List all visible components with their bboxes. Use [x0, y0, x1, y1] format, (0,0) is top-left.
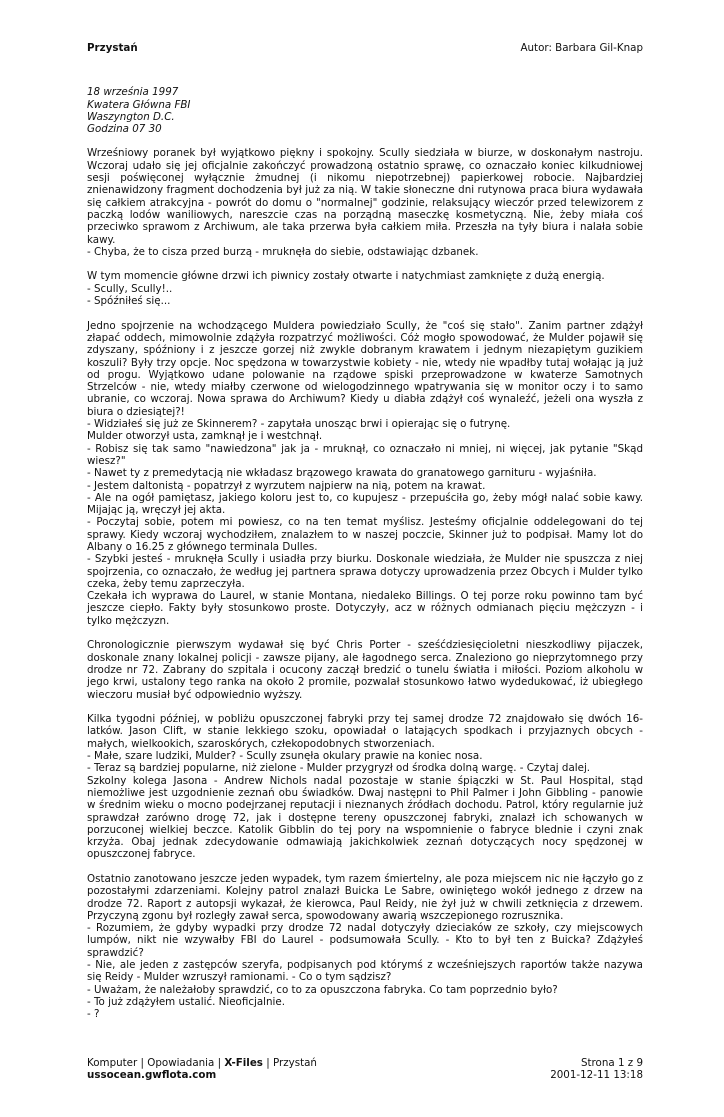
text-line: - ? — [87, 1008, 100, 1021]
text-line: Ostatnio zanotowano jeszcze jeden wypadek, tym razem śmiertelny, ale poza miejscem nic nie łączyło go z pozostałymi zdarzeniami. Kolejny patrol znalazł Buicka Le Sabre, owiniętego wokół jednego z drzew na drodze 72. Raport z autopsji wykazał, że kierowca, Paul Reidy, nie żył już w chwili zetknięcia z drzewem. Przyczyną zgonu był rozległy zawał serca, spowodowany awarią wszczepionego rozrusznika. — [87, 873, 643, 922]
text-line: Czekała ich wyprawa do Laurel, w stanie Montana, niedaleko Billings. O tej porze roku powinno tam być jeszcze ciepło. Fakty były stosunkowo proste. Dotyczyły, acz w różnych odmianach pięciu mężczyzn - i tylko mężczyzn. — [87, 590, 643, 627]
text-line: - Nie, ale jeden z zastępców szeryfa, podpisanych pod którymś z wcześniejszych raportów także nazywa się Reidy - Mulder wzruszył ramionami. - Co o tym sądzisz? — [87, 959, 643, 984]
author: Autor: Barbara Gil-Knap — [520, 42, 643, 54]
text-line: Jedno spojrzenie na wchodzącego Muldera powiedziało Scully, że "coś się stało". Zanim partner zdążył złapać oddech, mimowolnie zdążyła rozpatrzyć możliwości. Cóż mogło spowodować, że Mulder pojawił się zdyszany, spóźniony i z jeszcze gorzej niż zwykle dobranym krawatem i jednym niezapiętym guzikiem koszuli? Były trzy opcje. Noc spędzona w towarzystwie kobiety - nie, wtedy nie wpadłby tutaj wołając ją już od progu. Wyjątkowo udane polowanie na rządowe spiski przeprowadzone w kwaterze Samotnych Strzelców - nie, wtedy miałby czerwone od wielogodzinnego wpatrywania się w monitor oczy i to samo ubranie, co wczoraj. Nowa sprawa do Archiwum? Kiedy u diabła zdążył coś wynaleźć, jeżeli ona wyszła z biura o dziesiątej?! — [87, 319, 643, 418]
text-line: - Widziałeś się już ze Skinnerem? - zapytała unosząc brwi i opierając się o futrynę. — [87, 418, 511, 431]
separator: | — [262, 1056, 273, 1069]
site-url[interactable]: ussocean.gwflota.com — [87, 1069, 217, 1082]
text-line: - Ale na ogół pamiętasz, jakiego koloru jest to, co kupujesz - przepuściła go, żeby mógł nalać sobie kawy. Mijając ją, wręczył jej akta. — [87, 491, 643, 517]
page-footer — [87, 1033, 643, 1082]
date: 18 września 1997 — [87, 86, 179, 99]
page-number: Strona 1 z 9 — [580, 1056, 643, 1069]
text-line: - Spóźniłeś się... — [87, 295, 171, 308]
text-line: - To już zdążyłem ustalić. Nieoficjalnie. — [87, 995, 286, 1008]
paragraph — [87, 639, 643, 700]
text-line: - Poczytaj sobie, potem mi powiesz, co na ten temat myślisz. Jesteśmy oficjalnie oddelegowani do tej sprawy. Kiedy wczoraj wychodziłem, znalazłem to w naszej poczcie, Skinner już to podpisał. Mamy lot do Albany o 16.25 z głównego terminala Dulles. — [87, 516, 643, 553]
separator: | — [137, 1056, 148, 1069]
footer-left — [87, 1057, 317, 1082]
text-line: - Nawet ty z premedytacją nie wkładasz brązowego krawata do granatowego garnituru - wyjaśniła. — [87, 467, 597, 480]
breadcrumb-item[interactable]: Komputer — [87, 1056, 138, 1069]
text-line: Szkolny kolega Jasona - Andrew Nichols nadal pozostaje w stanie śpiączki w St. Paul Hospital, stąd niemożliwe jest uzgodnienie zeznań obu świadków. Dwaj następni to Phil Palmer i John Gibbling - panowie w średnim wieku o mocno podejrzanej reputacji i nieznanych źródłach dochodu. Patrol, który regularnie już sprawdzał zarówno drogę 72, jak i dostępne tereny opuszczonej fabryki, znalazł ich schowanych w porzuconej wielkiej beczce. Katolik Gibblin do tej pory na wspomnienie o fabryce blednie i czyni znak krzyża. Obaj jednak zdecydowanie odmawiają jakichkolwiek zeznań dotyczących nocy spędzonej w opuszczonej fabryce. — [87, 774, 643, 861]
timestamp: 2001-12-11 13:18 — [550, 1069, 643, 1082]
story-body — [87, 147, 643, 1032]
place: Kwatera Główna FBI — [87, 98, 191, 111]
text-line: - Robisz się tak samo "nawiedzona" jak ja - mruknął, co oznaczało ni mniej, ni więcej, jak pytanie "Skąd wiesz?" — [87, 442, 643, 467]
paragraph — [87, 270, 643, 307]
dateline — [87, 86, 643, 135]
breadcrumb — [87, 1057, 317, 1069]
text-line: - Scully, Scully!.. — [87, 282, 173, 295]
page-header — [87, 42, 643, 54]
document-page — [87, 0, 643, 1117]
paragraph — [87, 713, 643, 861]
story-title: Przystań — [87, 42, 138, 54]
text-line: - Uważam, że należałoby sprawdzić, co to za opuszczona fabryka. Co tam poprzednio było? — [87, 983, 558, 996]
text-line: - Rozumiem, że gdyby wypadki przy drodze 72 nadal dotyczyły dzieciaków ze szkoły, czy miejscowych lumpów, nikt nie wzywałby FBI do Laurel - podsumowała Scully. - Kto to był ten z Buicka? Zdążyłeś sprawdzić? — [87, 922, 643, 959]
separator: | — [214, 1056, 225, 1069]
paragraph — [87, 147, 643, 258]
text-line: - Szybki jesteś - mruknęła Scully i usiadła przy biurku. Doskonale wiedziała, że Mulder nie spuszcza z niej spojrzenia, co oznaczało, że według jej partnera sprawa dotyczy uprowadzenia przez Obcych i Mulder tylko czeka, żeby temu zaprzeczyła. — [87, 553, 643, 590]
text-line: - Chyba, że to cisza przed burzą - mruknęła do siebie, odstawiając dzbanek. — [87, 245, 479, 258]
text-line: - Małe, szare ludziki, Mulder? - Scully zsunęła okulary prawie na koniec nosa. — [87, 750, 483, 763]
text-line: Mulder otworzył usta, zamknął je i westchnął. — [87, 430, 323, 443]
paragraph — [87, 873, 643, 1021]
text-line: Wrześniowy poranek był wyjątkowo piękny i spokojny. Scully siedziała w biurze, w doskonałym nastroju. Wczoraj udało się jej oficjalnie zakończyć prowadzoną ostatnio sprawę, co oznaczało koniec kilkudniowej sesji poświęconej wyłącznie żmudnej (i nikomu niepotrzebnej) papierkowej robocie. Najbardziej znienawidzony fragment dochodzenia był już za nią. W takie słoneczne dni rutynowa praca biura wydawała się całkiem atrakcyjna - powrót do domu o "normalnej" godzinie, relaksujący wieczór przed telewizorem z paczką lodów waniliowych, nareszcie czas na porządną maseczkę kosmetyczną. Nie, żeby miała coś przeciwko sprawom z Archiwum, ale taka przerwa była całkiem miła. Przeszła na tyły biura i nalała sobie kawy. — [87, 147, 643, 246]
text-line: W tym momencie główne drzwi ich piwnicy zostały otwarte i natychmiast zamknięte z dużą energią. — [87, 270, 605, 283]
city: Waszyngton D.C. — [87, 110, 175, 123]
text-line: - Teraz są bardziej popularne, niż zielone - Mulder przygryzł od środka dolną wargę. - Czytaj dalej. — [87, 762, 591, 775]
footer-right — [550, 1057, 643, 1082]
paragraph — [87, 320, 643, 627]
time: Godzina 07 30 — [87, 123, 162, 136]
breadcrumb-item[interactable]: Opowiadania — [147, 1056, 215, 1069]
text-line: - Jestem daltonistą - popatrzył z wyrzutem najpierw na nią, potem na krawat. — [87, 479, 486, 492]
breadcrumb-item[interactable]: X-Files — [224, 1056, 263, 1069]
text-line: Chronologicznie pierwszym wydawał się być Chris Porter - sześćdziesięcioletni nieszkodliwy pijaczek, doskonale znany lokalnej policji - zawsze pijany, ale łagodnego serca. Znaleziono go nieprzytomnego przy drodze nr 72. Zabrany do szpitala i ocucony zaczął bredzić o tunelu światła i miłości. Poziom alkoholu w jego krwi, ustalony tego ranka na około 2 promile, pozwalał stosunkowo łatwo wydedukować, iż ubiegłego wieczoru musiał być odpowiednio wyższy. — [87, 639, 643, 701]
text-line: Kilka tygodni później, w pobliżu opuszczonej fabryki przy tej samej drodze 72 znajdowało się dwóch 16-latków. Jason Clift, w stanie lekkiego szoku, opowiadał o latających spodkach i przyjaznych obcych - małych, wielkookich, szaroskórych, człekopodobnych stworzeniach. — [87, 713, 643, 750]
breadcrumb-item[interactable]: Przystań — [272, 1056, 317, 1069]
